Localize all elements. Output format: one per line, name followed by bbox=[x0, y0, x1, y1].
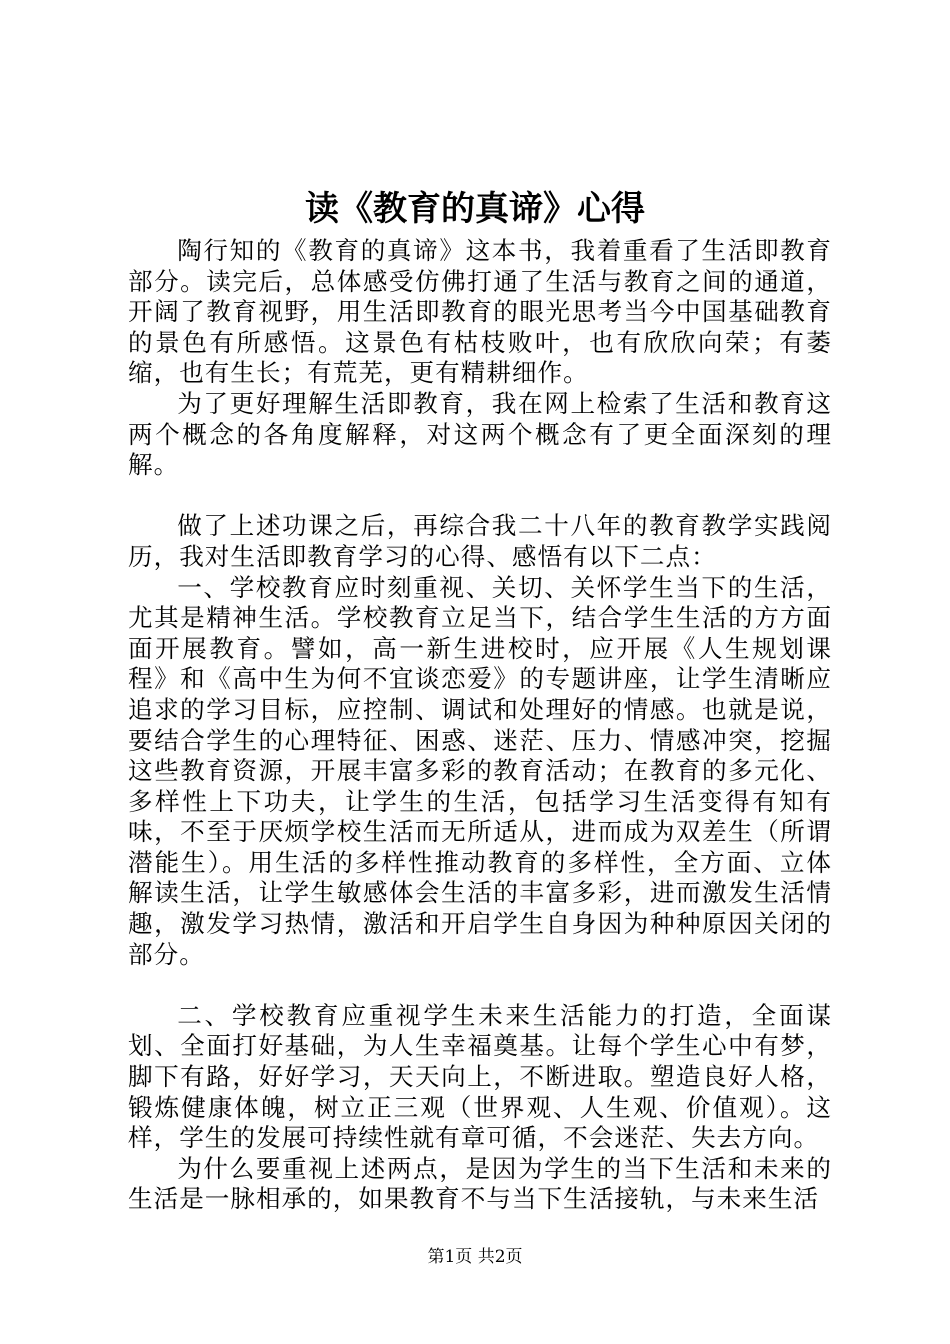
paragraph-5: 二、学校教育应重视学生未来生活能力的打造，全面谋划、全面打好基础，为人生幸福奠基。让每个学生心中有梦，脚下有路，好好学习，天天向上，不断进取。塑造良好人格，锻炼健康体魄，树立正三观（世界观、人生观、价值观）。这样，学生的发展可持续性就有章可循，不会迷茫、失去方向。 bbox=[128, 1000, 832, 1153]
paragraph-6: 为什么要重视上述两点，是因为学生的当下生活和未来的生活是一脉相承的，如果教育不与当下生活接轨，与未来生活 bbox=[128, 1153, 832, 1214]
paragraph-4: 一、学校教育应时刻重视、关切、关怀学生当下的生活，尤其是精神生活。学校教育立足当下，结合学生生活的方方面面开展教育。譬如，高一新生进校时，应开展《人生规划课程》和《高中生为何不宜谈恋爱》的专题讲座，让学生清晰应追求的学习目标，应控制、调试和处理好的情感。也就是说，要结合学生的心理特征、困惑、迷茫、压力、情感冲突，挖掘这些教育资源，开展丰富多彩的教育活动；在教育的多元化、多样性上下功夫，让学生的生活，包括学习生活变得有知有味，不至于厌烦学校生活而无所适从，进而成为双差生（所谓潜能生）。用生活的多样性推动教育的多样性，全方面、立体解读生活，让学生敏感体会生活的丰富多彩，进而激发生活情趣，激发学习热情，激活和开启学生自身因为种种原因关闭的部分。 bbox=[128, 572, 832, 969]
paragraph-3: 做了上述功课之后，再综合我二十八年的教育教学实践阅历，我对生活即教育学习的心得、感悟有以下二点： bbox=[128, 511, 832, 571]
document-body bbox=[128, 236, 832, 1215]
page-indicator: 第1页 共2页 bbox=[427, 1247, 523, 1267]
paragraph-1: 陶行知的《教育的真谛》这本书，我着重看了生活即教育部分。读完后，总体感受仿佛打通了生活与教育之间的通道，开阔了教育视野，用生活即教育的眼光思考当今中国基础教育的景色有所感悟。这景色有枯枝败叶，也有欣欣向荣；有萎缩，也有生长；有荒芜，更有精耕细作。 bbox=[128, 236, 832, 388]
paragraph-2: 为了更好理解生活即教育，我在网上检索了生活和教育这两个概念的各角度解释，对这两个概念有了更全面深刻的理解。 bbox=[128, 388, 832, 480]
document-title: 读《教育的真谛》心得 bbox=[305, 189, 645, 229]
